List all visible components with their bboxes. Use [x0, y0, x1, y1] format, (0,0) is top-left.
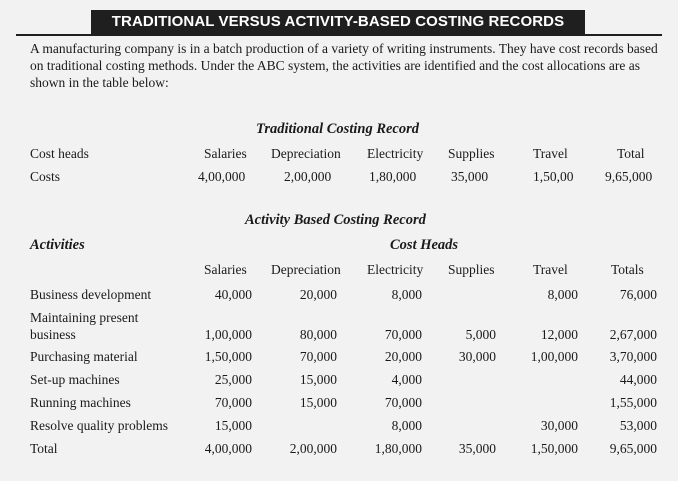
abc-row-label: Maintaining present: [30, 310, 139, 325]
trad-value-electricity: 1,80,000: [369, 169, 417, 184]
abc-cell: 1,50,000: [530, 441, 578, 456]
abc-heading: Activity Based Costing Record: [245, 212, 426, 228]
abc-cell: 30,000: [458, 349, 496, 364]
abc-cell: 2,67,000: [609, 327, 657, 342]
abc-cell: 76,000: [619, 287, 657, 302]
cost-heads-label: Cost heads: [30, 146, 89, 161]
costs-label: Costs: [30, 169, 61, 184]
abc-cell: 20,000: [299, 287, 337, 302]
activities-label: Activities: [30, 237, 85, 253]
abc-cell: 40,000: [214, 287, 252, 302]
trad-col-depreciation: Depreciation: [271, 146, 341, 161]
abc-col-electricity: Electricity: [367, 262, 424, 277]
trad-value-supplies: 35,000: [451, 169, 489, 184]
abc-col-travel: Travel: [533, 262, 568, 277]
abc-cell: 8,000: [391, 418, 422, 433]
trad-value-total: 9,65,000: [605, 169, 653, 184]
abc-cell: 3,70,000: [609, 349, 657, 364]
abc-cell: 70,000: [214, 395, 252, 410]
abc-cell: 44,000: [619, 372, 657, 387]
abc-col-depreciation: Depreciation: [271, 262, 341, 277]
trad-col-salaries: Salaries: [204, 146, 247, 161]
trad-col-total: Total: [617, 146, 645, 161]
abc-row-label: Business development: [30, 287, 152, 302]
abc-cell: 1,00,000: [204, 327, 252, 342]
trad-col-travel: Travel: [533, 146, 568, 161]
abc-cell: 35,000: [458, 441, 496, 456]
abc-cell: 12,000: [540, 327, 578, 342]
trad-col-electricity: Electricity: [367, 146, 424, 161]
trad-col-supplies: Supplies: [448, 146, 495, 161]
abc-row-label: Resolve quality problems: [30, 418, 168, 433]
abc-cell: 1,80,000: [374, 441, 422, 456]
abc-cell: 70,000: [384, 395, 422, 410]
abc-cell: 15,000: [299, 395, 337, 410]
title-underline: [16, 34, 662, 36]
trad-value-depreciation: 2,00,000: [284, 169, 332, 184]
abc-cell: 53,000: [619, 418, 657, 433]
abc-cell: 30,000: [540, 418, 578, 433]
abc-cell: 1,50,000: [204, 349, 252, 364]
abc-row-label-continued: business: [30, 327, 76, 342]
abc-cell: 25,000: [214, 372, 252, 387]
trad-value-salaries: 4,00,000: [198, 169, 246, 184]
abc-cell: 4,00,000: [204, 441, 252, 456]
traditional-heading: Traditional Costing Record: [256, 121, 420, 137]
cost-heads-heading: Cost Heads: [390, 237, 459, 253]
abc-col-supplies: Supplies: [448, 262, 495, 277]
abc-cell: 5,000: [465, 327, 496, 342]
abc-col-salaries: Salaries: [204, 262, 247, 277]
abc-cell: 8,000: [391, 287, 422, 302]
abc-cell: 1,00,000: [530, 349, 578, 364]
abc-cell: 2,00,000: [289, 441, 337, 456]
abc-cell: 20,000: [384, 349, 422, 364]
page-title: TRADITIONAL VERSUS ACTIVITY-BASED COSTING RECORDS: [91, 10, 585, 34]
abc-cell: 9,65,000: [609, 441, 657, 456]
abc-cell: 15,000: [214, 418, 252, 433]
abc-cell: 15,000: [299, 372, 337, 387]
abc-cell: 8,000: [547, 287, 578, 302]
trad-value-travel: 1,50,00: [533, 169, 574, 184]
abc-cell: 70,000: [299, 349, 337, 364]
abc-row-label: Total: [30, 441, 58, 456]
abc-cell: 70,000: [384, 327, 422, 342]
intro-paragraph: A manufacturing company is in a batch production of a variety of writing instruments. They have cost records based on traditional costing methods. Under the ABC system, the activities are identified and the cost allocations are as shown in the table below:: [30, 41, 658, 90]
abc-cell: 1,55,000: [609, 395, 657, 410]
abc-col-totals: Totals: [611, 262, 644, 277]
abc-cell: 4,000: [391, 372, 422, 387]
abc-row-label: Running machines: [30, 395, 131, 410]
abc-cell: 80,000: [299, 327, 337, 342]
abc-row-label: Set-up machines: [30, 372, 120, 387]
abc-row-label: Purchasing material: [30, 349, 138, 364]
